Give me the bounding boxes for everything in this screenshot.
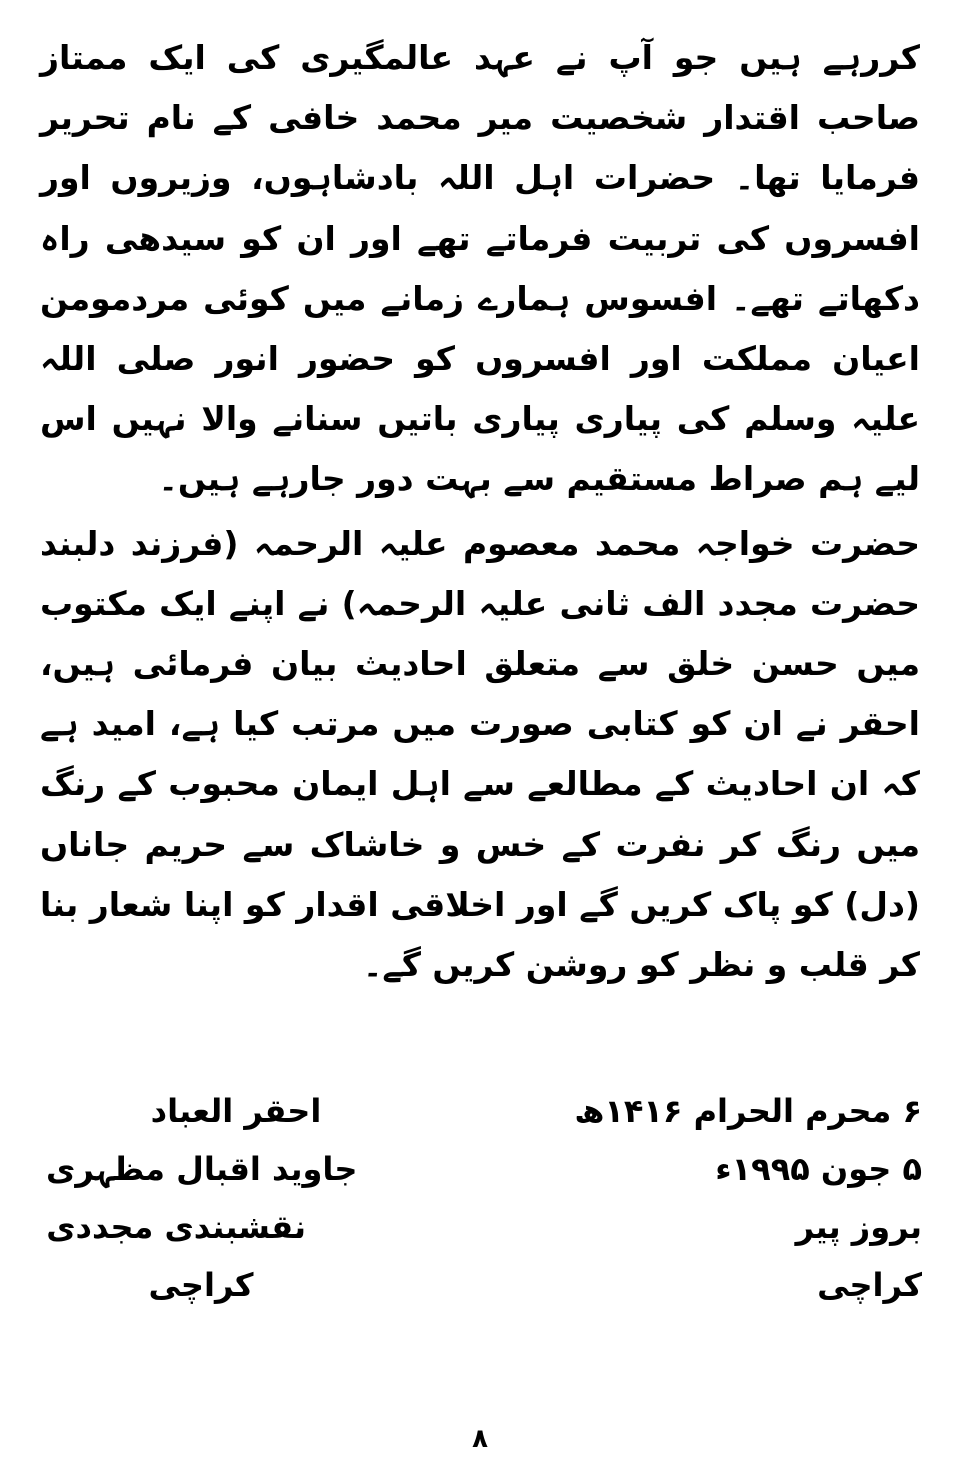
author-order: نقشبندی مجددی: [46, 1208, 306, 1246]
weekday: بروز پیر: [795, 1208, 922, 1246]
author-signature-block: [46, 1082, 426, 1314]
date-place-block: [542, 1082, 922, 1314]
author-city: کراچی: [148, 1266, 254, 1304]
author-prefix: احقر العباد: [150, 1092, 322, 1130]
author-name: جاوید اقبال مظہری: [46, 1150, 358, 1188]
page-number: ۸: [472, 1424, 488, 1454]
paragraph-2: حضرت خواجہ محمد معصوم علیہ الرحمہ (فرزند دلبند حضرت مجدد الف ثانی علیہ الرحمہ) نے اپنے ایک مکتوب میں حسن خلق سے متعلق احادیث بیان فرمائی ہیں، احقر نے ان کو کتابی صورت میں مرتب کیا ہے، امید ہے کہ ان احادیث کے مطالعے سے اہل ایمان محبوب کے رنگ میں رنگ کر نفرت کے خس و خاشاک سے حریم جاناں (دل) کو پاک کریں گے اور اخلاقی اقدار کو اپنا شعار بنا کر قلب و نظر کو روشن کریں گے۔: [40, 523, 920, 985]
paragraph-1: کررہے ہیں جو آپ نے عہد عالمگیری کی ایک ممتاز صاحب اقتدار شخصیت میر محمد خافی کے نام تحریر فرمایا تھا۔ حضرات اہل اللہ بادشاہوں، وزیروں اور افسروں کی تربیت فرماتے تھے اور ان کو سیدھی راہ دکھاتے تھے۔ افسوس ہمارے زمانے میں کوئی مردمومن اعیان مملکت اور افسروں کو حضور انور صلی اللہ علیہ وسلم کی پیاری پیاری باتیں سنانے والا نہیں اس لیے ہم صراط مستقیم سے بہت دور جارہے ہیں۔: [40, 38, 920, 499]
body-text: [40, 28, 920, 995]
hijri-date: ۶ محرم الحرام ۱۴۱۶ھ: [574, 1092, 922, 1130]
place: کراچی: [817, 1266, 922, 1304]
gregorian-date: ۵ جون ۱۹۹۵ء: [715, 1150, 922, 1188]
